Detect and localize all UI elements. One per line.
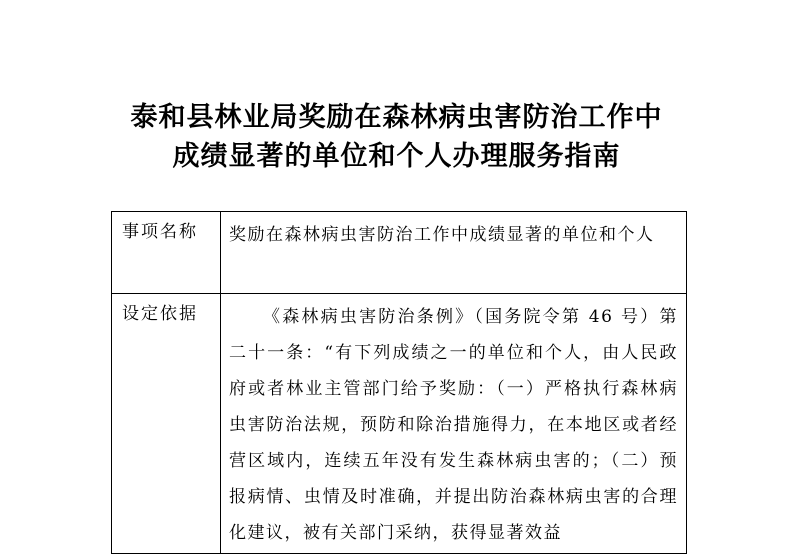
service-guide-table bbox=[111, 211, 687, 554]
document-title-line-2: 成绩显著的单位和个人办理服务指南 bbox=[172, 141, 621, 172]
row-content-cell bbox=[221, 294, 687, 554]
table-row-item-name bbox=[112, 212, 687, 294]
row-content: 奖励在森林病虫害防治工作中成绩显著的单位和个人 bbox=[229, 225, 655, 245]
row-content-cell bbox=[221, 212, 687, 294]
table-row-legal-basis bbox=[112, 294, 687, 554]
row-label-cell bbox=[112, 212, 221, 294]
row-label-cell bbox=[112, 294, 221, 554]
row-content: 《森林病虫害防治条例》（国务院令第 46 号）第二十一条：“有下列成绩之一的单位和个人，由人民政府或者林业主管部门给予奖励：（一）严格执行森林病虫害防治法规，预防和除治措施得力，在本地区或者经营区域内，连续五年没有发生森林病虫害的；（二）预报病情、虫情及时准确，并提出防治森林病虫害的合理化建议，被有关部门采纳，获得显著效益 bbox=[229, 307, 678, 543]
document-title-line-1: 泰和县林业局奖励在森林病虫害防治工作中 bbox=[130, 102, 663, 133]
row-label: 设定依据 bbox=[122, 304, 198, 324]
row-label: 事项名称 bbox=[122, 222, 198, 242]
